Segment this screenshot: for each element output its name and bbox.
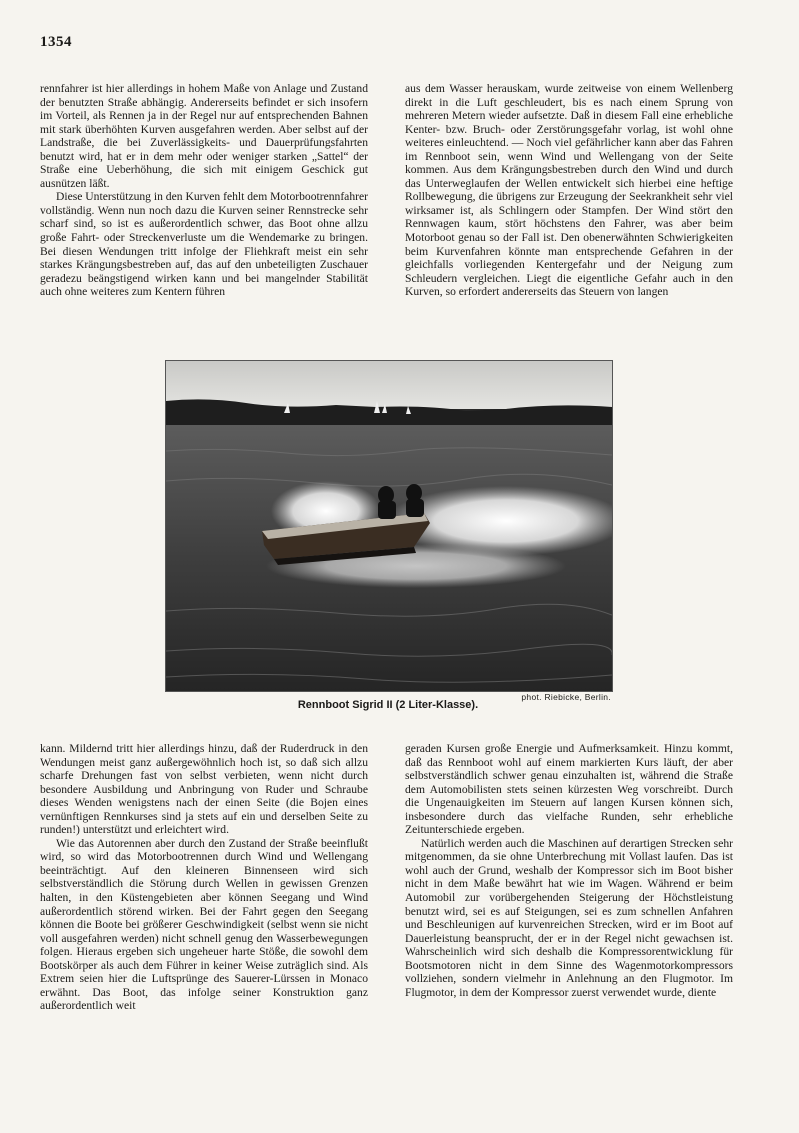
text-column-bottom-left bbox=[40, 742, 368, 1013]
paragraph: geraden Kursen große Energie und Aufmerksamkeit. Hinzu kommt, daß das Rennboot wohl auf einem markierten Kurs läuft, der aber selbstverständlich schwer genau einzuhalten ist, während die Straße dem Automobilisten stets seinen kürzesten Weg vorschreibt. Durch die Ungenauigkeiten im Steuern auf langen Kursen können sich, insbesondere durch das vielfache Runden, sehr erhebliche Zeitunterschiede ergeben. bbox=[405, 742, 733, 837]
paragraph: Natürlich werden auch die Maschinen auf derartigen Strecken sehr mitgenommen, da sie ohne Unterbrechung mit Vollast laufen. Das ist wohl auch der Grund, weshalb der Kompressor sich im Boot bisher nicht in dem Maße bewährt hat wie im Wagen. Während er beim Automobil zur vorübergehenden Steigerung der Höchstleistung benutzt wird, sei es auf Steigungen, sei es zum schnellen Anfahren und Beschleunigen auf kurvenreichen Strecken, wird er im Boot auf Dauerleistung beansprucht, der er in der Regel nicht gewachsen ist. Wahrscheinlich wird sich deshalb die Kompressorentwicklung für Bootsmotoren nicht in dem Sinne des Wagenmotorkompressors vollziehen, sondern vielmehr in Anlehnung an den Flugmotor. Im Flugmotor, in dem der Kompressor zuerst verwendet wurde, diente bbox=[405, 836, 733, 999]
page-number: 1354 bbox=[40, 34, 72, 50]
text-column-top-right bbox=[405, 82, 733, 299]
paragraph: kann. Mildernd tritt hier allerdings hinzu, daß der Ruderdruck in den Wendungen meist ganz außergewöhnlich hoch ist, so daß sich allzu scharfe Drehungen fast von selbst verbieten, wenn nicht durch besondere Ausbildung und Anbringung von Ruder und Schraube dieses Wenden wenigstens nach der einen Seite (die Bojen eines vernünftigen Rennkurses sind ja stets auf ein und derselben Seite zu runden!) unterstützt und erleichtert wird. bbox=[40, 742, 368, 837]
speedboat-photograph bbox=[166, 361, 612, 691]
figure-caption: Rennboot Sigrid II (2 Liter-Klasse). bbox=[297, 699, 479, 711]
text-column-top-left bbox=[40, 82, 368, 299]
text-column-bottom-right bbox=[405, 742, 733, 999]
photo-credit: phot. Riebicke, Berlin. bbox=[521, 692, 611, 702]
paragraph: aus dem Wasser herauskam, wurde zeitweise von einem Wellenberg direkt in die Luft geschleudert, bis es nach einem Sprung von mehreren Metern wieder aufsetzte. Daß in diesem Fall eine erhebliche Kenter- bzw. Bruch- oder Zerstörungsgefahr vorlag, ist wohl ohne weiteres einleuchtend. — Noch viel gefährlicher kann aber das Fahren im Rennboot sein, wenn Wind und Wellengang von der Seite kommen. Aus dem Krängungsbestreben durch den Wind und durch das Unterweglaufen der Wellen entwickelt sich hierbei eine heftige Rollbewegung, die übrigens zur Erzeugung der Seekrankheit sehr viel wirksamer ist, als Schlingern oder Stampfen. Der Wind stört den Rennwagen kaum, stört höchstens den Fahrer, was aber beim Motorboot genau so der Fall ist. Den obenerwähnten Schwierigkeiten beim Kurvenfahren könnte man entsprechende Gefahren in der gleichfalls vorliegenden Kentergefahr und der Neigung zum Schleudern vergleichen. Liegt die eigentliche Gefahr auch in den Kurven, so erfordert andererseits das Steuern von langen bbox=[405, 82, 733, 299]
paragraph: rennfahrer ist hier allerdings in hohem Maße von Anlage und Zustand der benutzten Straße abhängig. Andererseits befindet er sich insofern im Vorteil, als Rennen ja in der Regel nur auf entsprechenden Bahnen mit stark überhöhten Kurven ausgefahren werden. Aber selbst auf der Landstraße, die bei Zuverlässigkeits- und Dauerprüfungsfahrten benutzt wird, hat er in dem mehr oder weniger starken „Sattel“ der Straße eine Ueberhöhung, die sich mit einigem Geschick gut ausnützen läßt. bbox=[40, 82, 368, 190]
photo-speedboat bbox=[165, 360, 613, 692]
paragraph: Wie das Autorennen aber durch den Zustand der Straße beeinflußt wird, so wird das Motorbootrennen durch Wind und Wellengang beeinträchtigt. Auf den kleineren Binnenseen wird sich selbstverständlich die Störung durch Wellen in gewissen Grenzen halten, in den Küstengebieten aber können Seegang und Wind außerordentlich störend wirken. Bei der Fahrt gegen den Seegang können die Boote bei größerer Geschwindigkeit (selbst wenn sie nicht voll ausgefahren werden) nicht schnell genug den Wasserbewegungen folgen. Hieraus ergeben sich ungeheuer harte Stöße, die sowohl dem Bootskörper als auch dem Führer in keiner Weise zuträglich sind. Als Extrem seien hier die Luftsprünge des Sauerer-Lürssen in Monaco erwähnt. Das Boot, das infolge seiner Konstruktion ganz außerordentlich weit bbox=[40, 836, 368, 1013]
paragraph: Diese Unterstützung in den Kurven fehlt dem Motorbootrennfahrer vollständig. Wenn nun noch dazu die Kurven seiner Rennstrecke sehr scharf sind, so ist es außerordentlich schwer, das Boot ohne allzu große Fahrt- oder Streckenverluste um die Wendemarke zu bringen. Bei diesen Wendungen tritt infolge der Fliehkraft meist ein sehr starkes Krängungsbestreben auf, das auf den unbeteiligten Zuschauer geradezu beängstigend wirken kann und bei mangelnder Stabilität auch ohne weiteres zum Kentern führen bbox=[40, 190, 368, 299]
